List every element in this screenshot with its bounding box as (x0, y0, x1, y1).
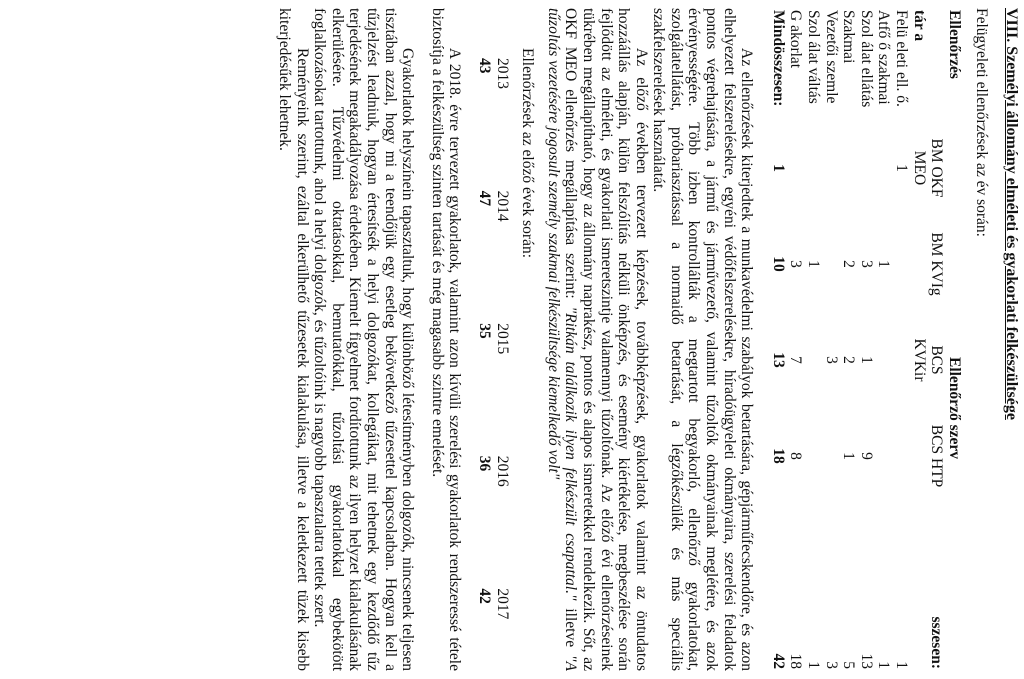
table-cell: 1 (875, 260, 893, 268)
row-label: Atfő ő szakmai (875, 10, 893, 105)
table-cell: 1 (840, 452, 858, 460)
table-row (857, 8, 875, 671)
table-cell (804, 408, 822, 504)
table-cell: 13 (857, 653, 875, 669)
table-row (892, 8, 910, 671)
paragraph-exercise-findings: Gyakorlatok helyszínein tapasztaltuk, hogy különböző létesítményben dolgozók, nincsenek teljesen tisztában azzal, hogy mi a teendőjük egy esetleg bekövetkező tűzesettel kapcsolatban. Hogyan kell a tűzjelzést leadniuk, hogyan értesítsék a helyi dolgozókat, kollegáikat, mit tehetnek egy kezdődő tűz terjedésének megakadályozása érdekében. Kiemelt figyelmet fordítottunk az ilyen helyzet kialakulásának elkerülésére. Tűzvédelmi oktatásokkal, bemutatókkal, tűzoltási gyakorlatokkal egybekötött foglalkozásokat tartottunk, ahol a helyi dolgozók, és tűzoltóink is nagyobb tapasztalatra tettek szert. (311, 8, 417, 671)
table-cell (875, 408, 893, 504)
paragraph-text: Az előző években tervezett képzések, továbbképzések, gyakorlatok valamint az öntudatos hozzáállás alapján, külön felszólítás nélküli önképzés, és esemény kiértékelése, megbeszélése során fejlődött az elméleti, és gyakorlati ismeretszintje valamennyi tűzoltónak. Az előző évi ellenőrzéseinek tükrében megállapítható, hogy az állomány naprakész, pontos és alapos ismeretekkel rendelkezik. Sőt, az OKF MEO ellenőrzés megállapítása szerint: (562, 8, 650, 671)
table-cell: 42 (769, 653, 787, 669)
row-label: Szol álat ellátás (857, 10, 875, 108)
table-cell (840, 120, 858, 216)
table-cell: 3 (822, 661, 840, 669)
table-row (875, 8, 893, 671)
table-cell (857, 120, 875, 216)
row-label: Mindösszesen: (769, 10, 787, 107)
table-header-cell: KVKir (910, 338, 928, 382)
table-cell: 7 (787, 356, 805, 364)
table-cell (804, 312, 822, 408)
table-cell (804, 120, 822, 216)
paragraph-hopes: Reményeink szerint, ezáltal elkerülhető tűzesetek kialakulása, illetve a keletkezett tüzek kisebb kiterjedésűek lehetnek. (276, 8, 311, 671)
year-cell: 2016 (493, 455, 511, 487)
table-cell: 1 (875, 661, 893, 669)
table-header-cell: MEO (910, 150, 928, 186)
count-cell: 36 (475, 455, 493, 472)
table-cell (892, 408, 910, 504)
table-header-cell: Ellenőrzés (945, 10, 963, 79)
paragraph-text: illetve (562, 600, 580, 655)
table-cell (892, 216, 910, 312)
table-header-cell: BCS (928, 345, 946, 375)
table-cell: 18 (787, 653, 805, 669)
table-cell: 1 (893, 661, 911, 669)
table-total-row (769, 8, 787, 671)
table-row (787, 8, 805, 671)
table-cell (787, 120, 805, 216)
table-cell: 3 (822, 356, 840, 364)
row-label: Szakmai (840, 10, 858, 64)
paragraph-knowledge (544, 8, 650, 671)
count-cell: 35 (475, 323, 493, 339)
previous-years-title: Ellenőrzések az előző évek során: (519, 48, 537, 259)
table-cell: 1 (805, 260, 823, 268)
count-cell: 42 (475, 588, 493, 604)
count-cell: 47 (475, 190, 493, 207)
table-header-cell: BM KVIg (928, 232, 946, 296)
year-cell: 2013 (493, 58, 511, 89)
table-cell (822, 408, 840, 504)
year-cell: 2014 (493, 190, 511, 222)
paragraph-plans-2018: A 2018. évre tervezett gyakorlatok, valamint azon kívüli szerelési gyakorlatok rendszeressé tétele biztosítja a felkészültség szinten tartását és még magasabb szintre emelését. (428, 8, 464, 671)
row-label: Szol álat váltás (805, 10, 823, 104)
table-cell: 1 (893, 164, 911, 172)
table-cell: 3 (787, 260, 805, 268)
table-header-cell: sszesen: (928, 616, 946, 669)
table-cell: 1 (769, 164, 787, 172)
previous-years-table (475, 8, 510, 671)
table-cell (822, 216, 840, 312)
year-cell: 2015 (493, 323, 511, 355)
table-cell: 5 (840, 661, 858, 669)
table-cell: 1 (857, 356, 875, 364)
table-cell: 10 (769, 256, 787, 272)
table-cell: 2 (840, 260, 858, 268)
table-row (822, 8, 840, 671)
table-header-cell: BM OKF (928, 138, 946, 198)
row-label: G akorlat (787, 10, 805, 69)
year-cell: 2017 (493, 588, 511, 620)
table-header-cell: BCS HTP (928, 424, 946, 488)
group-header-ellenorzo-szerv: Ellenőrző szerv (945, 356, 963, 459)
inspections-intro: Felügyeleti ellenőrzések az év során: (973, 8, 991, 237)
paragraph-inspections-scope: Az ellenőrzések kiterjedtek a munkavédelmi szabályok betartására, gépjárműfecskendőre, és azon elhelyezett felszerelésekre, egyéni védőfelszerelésekre, híradóügyeleti okmányaira, szerelési feladatok pontos végrehajtására, a jármű és járművezető, valamint tűzoltók okmányainak meglétére, és azok érvényességére. Több izben kontrollálták a megtartott begyakorló, ellenőrző gyakorlatokat, szolgálatellátást, próbariasztással a normaidő betartását, a légzőkészülék és más speciális szakfelszerelések használatát. (650, 8, 756, 671)
row-label: Felü eleti ell. ő. (893, 10, 911, 107)
table-cell (875, 120, 893, 216)
table-cell: 1 (805, 661, 823, 669)
quote-text: "A tűzoltás vezetésére jogosult személy szakmai felkészültsége kiemelkedő volt" (544, 8, 580, 671)
row-label: Vezetői szemle (822, 10, 840, 104)
table-cell: 3 (857, 260, 875, 268)
table-cell (892, 312, 910, 408)
table-cell (875, 312, 893, 408)
count-cell: 43 (475, 58, 493, 74)
table-cell (822, 120, 840, 216)
table-cell: 13 (769, 352, 787, 368)
table-cell: 9 (857, 452, 875, 460)
table-row (804, 8, 822, 671)
inspections-table (769, 8, 963, 671)
table-row (840, 8, 858, 671)
section-heading: VIII. Személyi állomány elméleti és gyakorlati felkészültsége (1003, 8, 1020, 420)
quote-text: "Ritkán találkozik ilyen felkészült csapattal." (562, 306, 580, 601)
table-cell: 18 (769, 448, 787, 464)
table-cell: 2 (840, 356, 858, 364)
table-header-cell: tár a (910, 10, 928, 42)
table-cell: 8 (787, 452, 805, 460)
